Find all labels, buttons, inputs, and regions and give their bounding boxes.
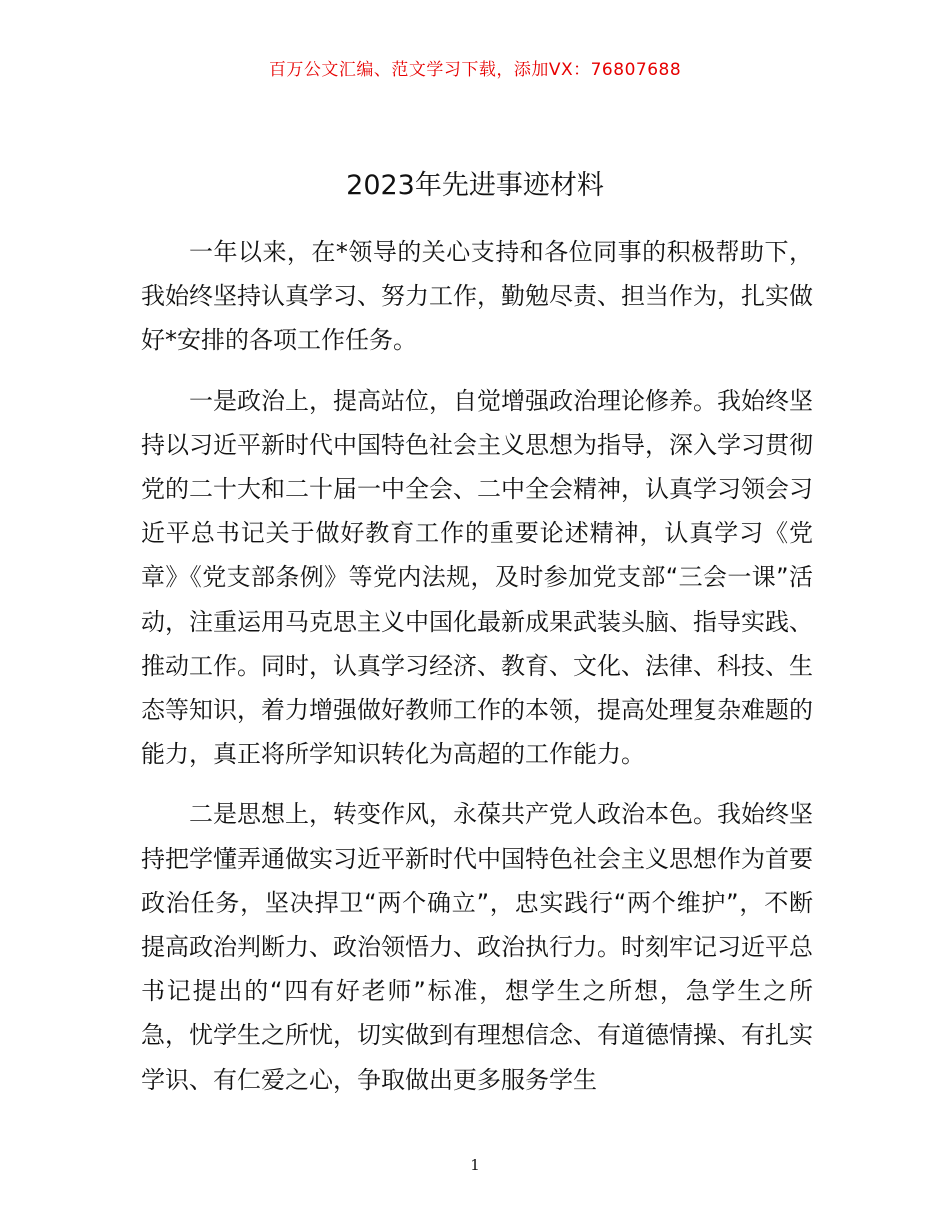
paragraph-intro: 一年以来，在*领导的关心支持和各位同事的积极帮助下，我始终坚持认真学习、努力工作，勤勉尽责、担当作为，扎实做好*安排的各项工作任务。 [141,238,813,355]
paragraph-political: 一是政治上，提高站位，自觉增强政治理论修养。我始终坚持以习近平新时代中国特色社会主义思想为指导，深入学习贯彻党的二十大和二十届一中全会、二中全会精神，认真学习领会习近平总书记关于做好教育工作的重要论述精神，认真学习《党章》《党支部条例》等党内法规，及时参加党支部“三会一课”活动，注重运用马克思主义中国化最新成果武装头脑、指导实践、推动工作。同时，认真学习经济、教育、文化、法律、科技、生态等知识，着力增强做好教师工作的本领，提高处理复杂难题的能力，真正将所学知识转化为高超的工作能力。 [141,386,813,769]
header-promo-text: 百万公文汇编、范文学习下载，添加VX：76807688 [268,60,682,80]
document-body [141,230,813,1118]
paragraph-ideological: 二是思想上，转变作风，永葆共产党人政治本色。我始终坚持把学懂弄通做实习近平新时代中国特色社会主义思想作为首要政治任务，坚决捍卫“两个确立”，忠实践行“两个维护”，不断提高政治判断力、政治领悟力、政治执行力。时刻牢记习近平总书记提出的“四有好老师”标准，想学生之所想，急学生之所急，忧学生之所忧，切实做到有理想信念、有道德情操、有扎实学识、有仁爱之心，争取做出更多服务学生 [141,800,813,1094]
document-title: 2023年先进事迹材料 [346,170,604,201]
page-number: 1 [470,1156,480,1174]
